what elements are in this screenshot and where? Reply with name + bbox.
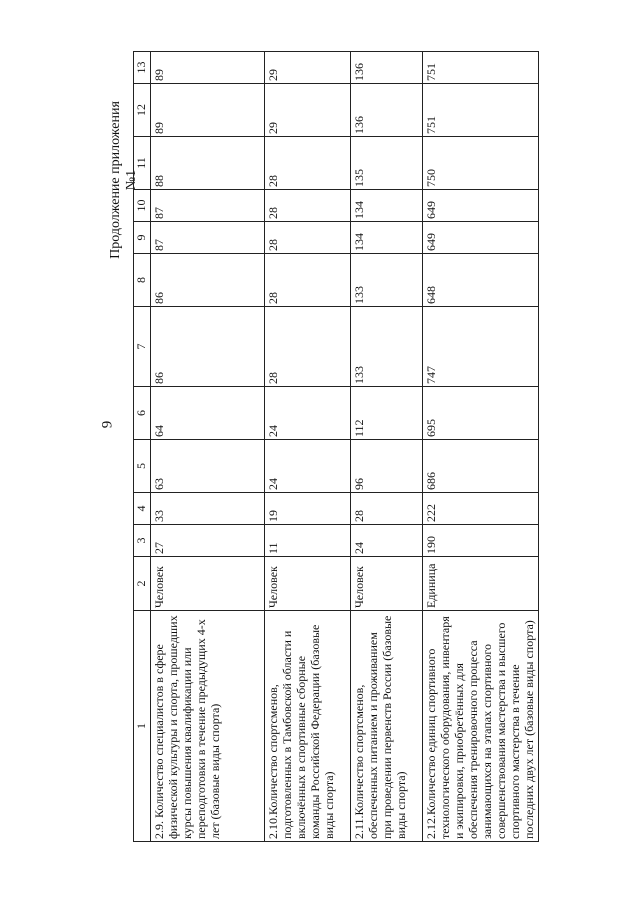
value-cell: 24 [351,525,423,557]
column-header: 11 [134,137,151,190]
value-cell: 28 [265,254,351,307]
column-header: 8 [134,254,151,307]
column-header: 4 [134,493,151,525]
column-header: 1 [134,611,151,842]
column-header: 6 [134,387,151,440]
value-cell: 136 [351,84,423,137]
value-cell: 649 [423,190,539,222]
value-cell: 222 [423,493,539,525]
indicator-name: 2.12.Количество единиц спортивного технологического оборудования, инвентаря и экипировки, приобретённых для обеспечения тренировочного процесса занимающихся на этапах спортивного совершенствования мастерства и высшего спортивного мастерства в течение последних двух лет (базовые виды спорта) [423,611,539,842]
value-cell: 28 [351,493,423,525]
table-row [351,52,423,842]
value-cell: 134 [351,222,423,254]
indicator-name: 2.11.Количество спортсменов, обеспеченных питанием и проживанием при проведении первенств России (базовые виды спорта) [351,611,423,842]
table-row [151,52,265,842]
column-header: 7 [134,307,151,387]
indicator-name: 2.9. Количество специалистов в сфере физической культуры и спорта, прошедших курсы повышения квалификации или переподготовки в течение предыдущих 4-х лет (базовые виды спорта) [151,611,265,842]
column-header: 5 [134,440,151,493]
value-cell: 136 [351,52,423,84]
value-cell: 87 [151,222,265,254]
value-cell: 28 [265,190,351,222]
indicator-name: 2.10.Количество спортсменов, подготовленных в Тамбовской области и включённых в спортивные сборные команды Российской Федерации (базовые виды спорта) [265,611,351,842]
value-cell: 33 [151,493,265,525]
rotated-table-container [133,52,536,842]
value-cell: 686 [423,440,539,493]
value-cell: 27 [151,525,265,557]
value-cell: 86 [151,307,265,387]
value-cell: 134 [351,190,423,222]
page-number: 9 [99,420,116,429]
table-row [423,52,539,842]
value-cell: 28 [265,307,351,387]
value-cell: 751 [423,52,539,84]
value-cell: 64 [151,387,265,440]
value-cell: 86 [151,254,265,307]
value-cell: 11 [265,525,351,557]
table-row [265,52,351,842]
appendix-continuation-note: Продолжение приложения №1 [108,101,139,259]
value-cell: 133 [351,307,423,387]
value-cell: 29 [265,84,351,137]
value-cell: 24 [265,387,351,440]
value-cell: 751 [423,84,539,137]
indicators-table [133,51,539,842]
value-cell: 29 [265,52,351,84]
value-cell: 112 [351,387,423,440]
value-cell: 750 [423,137,539,190]
column-header: 3 [134,525,151,557]
unit-cell: Человек [265,557,351,611]
column-header: 10 [134,190,151,222]
value-cell: 649 [423,222,539,254]
value-cell: 89 [151,52,265,84]
column-header: 9 [134,222,151,254]
value-cell: 88 [151,137,265,190]
unit-cell: Единица [423,557,539,611]
unit-cell: Человек [151,557,265,611]
table-header-row [134,52,151,842]
value-cell: 24 [265,440,351,493]
value-cell: 133 [351,254,423,307]
unit-cell: Человек [351,557,423,611]
value-cell: 28 [265,137,351,190]
column-header: 2 [134,557,151,611]
value-cell: 190 [423,525,539,557]
column-header: 13 [134,52,151,84]
value-cell: 648 [423,254,539,307]
value-cell: 28 [265,222,351,254]
value-cell: 89 [151,84,265,137]
value-cell: 63 [151,440,265,493]
value-cell: 87 [151,190,265,222]
value-cell: 695 [423,387,539,440]
value-cell: 747 [423,307,539,387]
value-cell: 96 [351,440,423,493]
value-cell: 135 [351,137,423,190]
column-header: 12 [134,84,151,137]
value-cell: 19 [265,493,351,525]
